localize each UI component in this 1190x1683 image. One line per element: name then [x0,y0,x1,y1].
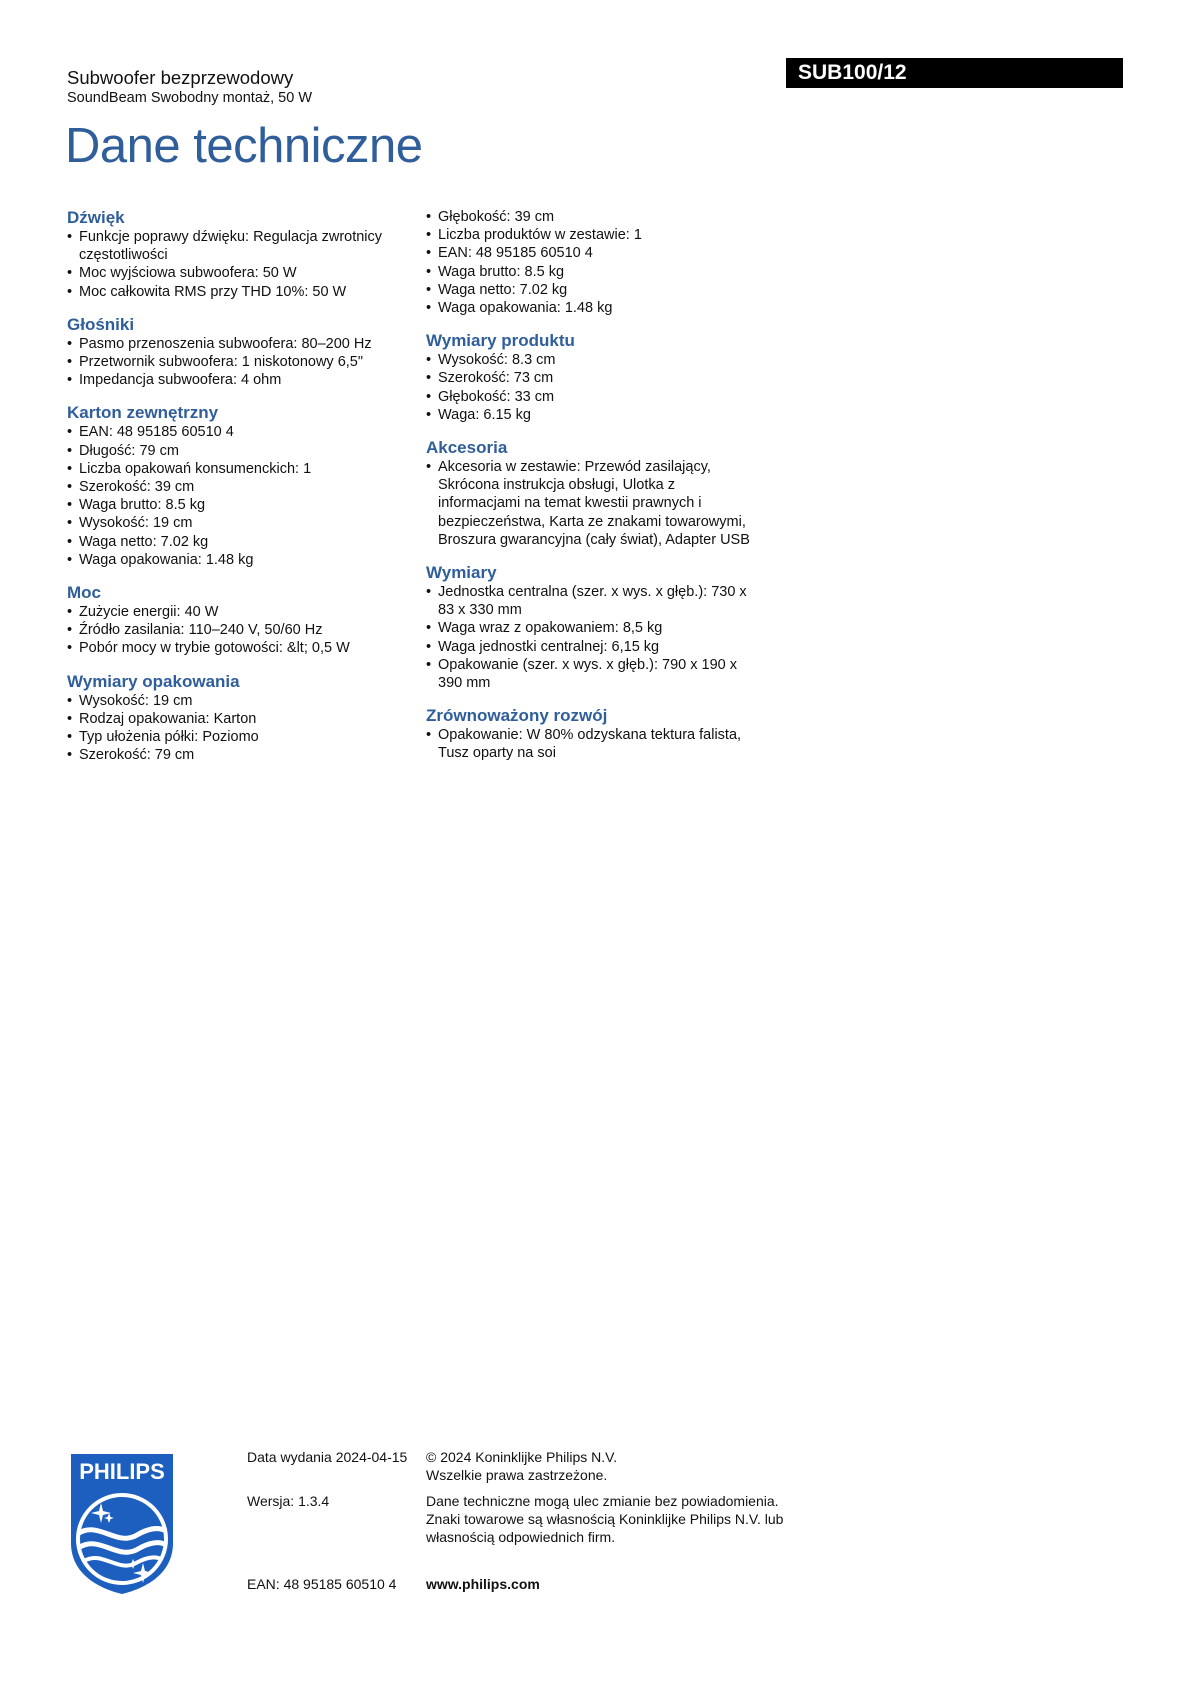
spec-item: • Akcesoria w zestawie: Przewód zasilający, Skrócona instrukcja obsługi, Ulotka z informacjami na temat kwestii prawnych i bezpieczeństwa, Karta ze znakami towarowymi, Broszura gwarancyjna (cały świat), Adapter USB [426,458,756,549]
spec-section-continued [426,208,756,317]
section-title: Wymiary [426,563,497,583]
spec-column-left [67,208,397,778]
spec-item: • Pasmo przenoszenia subwoofera: 80–200 Hz [67,335,397,353]
spec-item: • Liczba produktów w zestawie: 1 [426,226,756,244]
spec-item: • Waga opakowania: 1.48 kg [426,299,756,317]
spec-item: • Opakowanie: W 80% odzyskana tektura falista, Tusz oparty na soi [426,726,756,762]
copyright-line-1: © 2024 Koninklijke Philips N.V. [426,1449,618,1465]
spec-list [426,583,756,692]
spec-list [426,458,756,549]
disclaimer: Dane techniczne mogą ulec zmianie bez powiadomienia. Znaki towarowe są własnością Koninklijke Philips N.V. lub własnością odpowiednich firm. [426,1493,784,1545]
section-title: Głośniki [67,314,135,334]
spec-section-wymiary-opakowania [67,672,397,765]
model-banner [786,58,1123,88]
spec-item: • Waga opakowania: 1.48 kg [67,551,397,569]
spec-item: • Szerokość: 39 cm [67,478,397,496]
spec-item: • Opakowanie (szer. x wys. x głęb.): 790 x 190 x 390 mm [426,656,756,692]
spec-item: • Funkcje poprawy dźwięku: Regulacja zwrotnicy częstotliwości [67,228,397,264]
spec-column-right [426,208,756,777]
spec-item: • Liczba opakowań konsumenckich: 1 [67,460,397,478]
spec-item: • Jednostka centralna (szer. x wys. x głęb.): 730 x 83 x 330 mm [426,583,756,619]
spec-item: • Waga brutto: 8.5 kg [67,496,397,514]
spec-item: • Moc całkowita RMS przy THD 10%: 50 W [67,283,397,301]
product-subtitle: SoundBeam Swobodny montaż, 50 W [67,90,313,106]
spec-item: • Źródło zasilania: 110–240 V, 50/60 Hz [67,621,397,639]
spec-item: • Waga wraz z opakowaniem: 8,5 kg [426,619,756,637]
model-number: SUB100/12 [798,61,907,84]
section-title: Moc [67,583,101,603]
section-title: Wymiary produktu [426,331,575,351]
section-title: Dźwięk [67,208,125,227]
version: Wersja: 1.3.4 [247,1493,330,1509]
website-link[interactable]: www.philips.com [426,1576,540,1592]
spec-item: • Wysokość: 19 cm [67,514,397,532]
spec-section-zrownowazony-rozwoj [426,706,756,762]
spec-item: • Waga netto: 7.02 kg [67,533,397,551]
spec-item: • Waga netto: 7.02 kg [426,281,756,299]
release-date: Data wydania 2024-04-15 [247,1449,408,1465]
spec-item: • Przetwornik subwoofera: 1 niskotonowy 6,5" [67,353,397,371]
spec-section-glosniki [67,315,397,390]
spec-section-karton-zewnetrzny [67,403,397,569]
spec-item: • Moc wyjściowa subwoofera: 50 W [67,264,397,282]
spec-list [426,726,756,762]
spec-item: • Głębokość: 33 cm [426,388,756,406]
logo-wordmark: PHILIPS [79,1459,165,1484]
product-name: Subwoofer bezprzewodowy [67,67,294,88]
spec-section-moc [67,583,397,658]
spec-list [67,335,397,390]
spec-item: • Długość: 79 cm [67,442,397,460]
spec-item: • EAN: 48 95185 60510 4 [426,244,756,262]
spec-item: • Głębokość: 39 cm [426,208,756,226]
spec-item: • Szerokość: 73 cm [426,369,756,387]
spec-item: • Waga brutto: 8.5 kg [426,263,756,281]
spec-item: • Wysokość: 19 cm [67,692,397,710]
spec-list [67,228,397,301]
spec-section-akcesoria [426,438,756,549]
spec-section-dzwiek [67,208,397,301]
spec-item: • Rodzaj opakowania: Karton [67,710,397,728]
copyright [426,1448,786,1484]
spec-item: • Szerokość: 79 cm [67,746,397,764]
page-title: Dane techniczne [65,119,423,173]
spec-list [67,423,397,569]
spec-item: • Wysokość: 8.3 cm [426,351,756,369]
spec-item: • EAN: 48 95185 60510 4 [67,423,397,441]
spec-list [67,692,397,765]
spec-section-wymiary-produktu [426,331,756,424]
section-title: Zrównoważony rozwój [426,706,608,726]
spec-list [426,208,756,317]
spec-item: • Waga: 6.15 kg [426,406,756,424]
copyright-line-2: Wszelkie prawa zastrzeżone. [426,1467,608,1483]
spec-list [67,603,397,658]
spec-item: • Pobór mocy w trybie gotowości: &lt; 0,5 W [67,639,397,657]
spec-item: • Impedancja subwoofera: 4 ohm [67,371,397,389]
spec-list [426,351,756,424]
footer-ean: EAN: 48 95185 60510 4 [247,1576,397,1592]
section-title: Karton zewnętrzny [67,403,219,423]
spec-item: • Typ ułożenia półki: Poziomo [67,728,397,746]
philips-shield-logo [67,1451,177,1596]
spec-section-wymiary [426,563,756,692]
section-title: Wymiary opakowania [67,671,240,691]
spec-item: • Waga jednostki centralnej: 6,15 kg [426,638,756,656]
spec-item: • Zużycie energii: 40 W [67,603,397,621]
section-title: Akcesoria [426,438,508,458]
